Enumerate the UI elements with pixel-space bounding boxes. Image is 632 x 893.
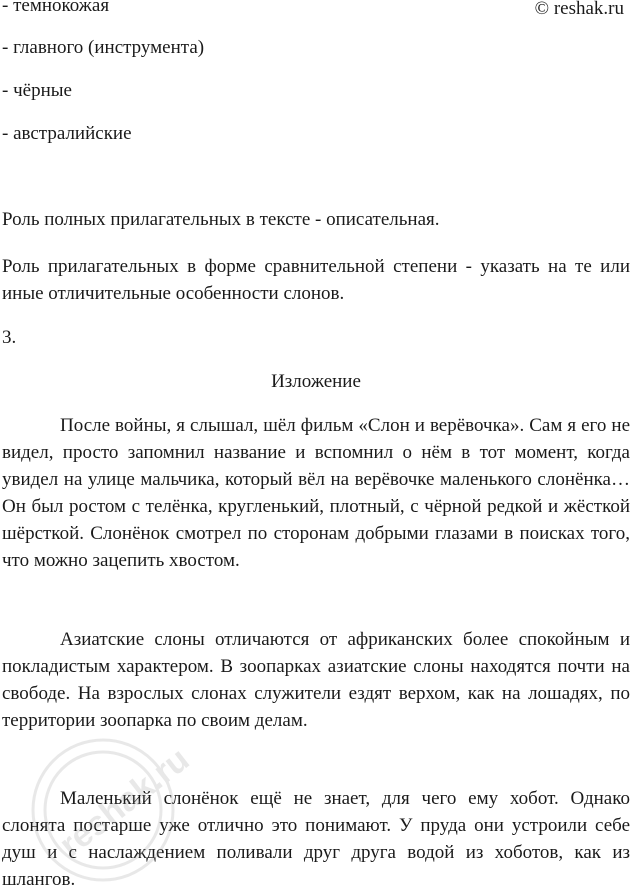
list-item: - темнокожая <box>2 0 110 16</box>
essay-paragraph-3: Маленький слонёнок ещё не знает, для чего ему хобот. Однако слонята постарше уже отлично это понимают. У пруда они устроили себе душ и с наслаждением поливали друг друга водой из хоботов, как из шлангов. <box>2 788 630 890</box>
essay-title: Изложение <box>271 371 361 392</box>
role-comparative-adjectives: Роль прилагательных в форме сравнительной степени - указать на те или иные отличительные особенности слонов. <box>2 256 630 304</box>
list-item: - австралийские <box>2 123 132 144</box>
role-full-adjectives: Роль полных прилагательных в тексте - описательная. <box>2 209 440 230</box>
essay-paragraph-2: Азиатские слоны отличаются от африканских более спокойным и покладистым характером. В зоопарках азиатские слоны находятся почти на свободе. На взрослых слонах служители ездят верхом, как на лошадях, по территории зоопарка по своим делам. <box>2 629 630 731</box>
task-number: 3. <box>2 327 17 348</box>
watermark-text: reshak.ru <box>52 740 197 865</box>
list-item: - чёрные <box>2 80 72 101</box>
list-item: - главного (инструмента) <box>2 37 205 58</box>
essay-paragraph-1: После войны, я слышал, шёл фильм «Слон и верёвочка». Сам я его не видел, просто запомнил название и вспомнил о нём в тот момент, когда увидел на улице мальчика, который вёл на верёвочке маленького слонёнка… Он был ростом с телёнка, кругленький, плотный, с чёрной редкой и жёсткой шёрсткой. Слонёнок смотрел по сторонам добрыми глазами в поисках того, что можно зацепить хвостом. <box>2 415 630 571</box>
copyright-notice: © reshak.ru <box>534 0 624 19</box>
